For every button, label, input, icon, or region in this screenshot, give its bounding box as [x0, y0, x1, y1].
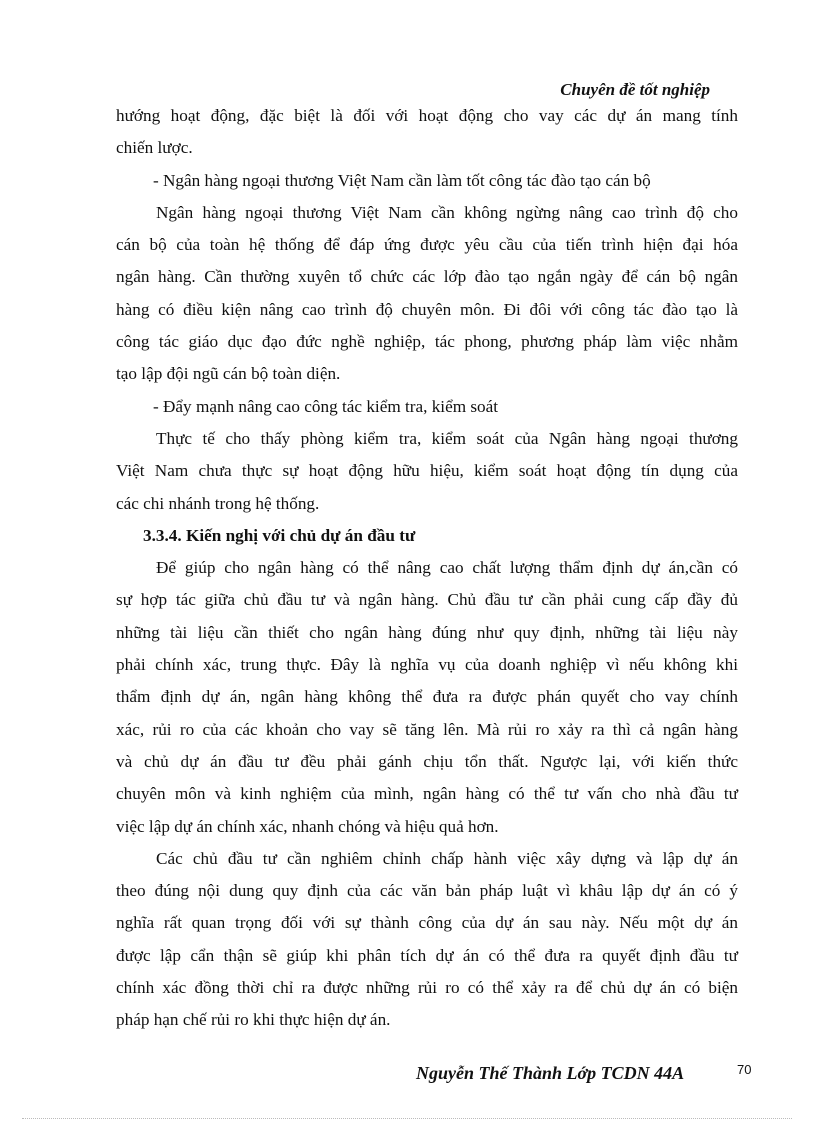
body-line: những tài liệu cần thiết cho ngân hàng đúng như quy định, những tài liệu này [116, 622, 738, 642]
body-line: sự hợp tác giữa chủ đầu tư và ngân hàng. Chủ đầu tư cần phải cung cấp đầy đủ [116, 590, 738, 610]
page-number: 70 [737, 1062, 752, 1077]
body-line: xác, rủi ro của các khoản cho vay sẽ tăng lên. Mà rủi ro xảy ra thì cả ngân hàng [116, 719, 738, 739]
body-line: pháp hạn chế rủi ro khi thực hiện dự án. [116, 1010, 391, 1030]
document-body [116, 100, 738, 1037]
bullet-heading: - Ngân hàng ngoại thương Việt Nam cần làm tốt công tác đào tạo cán bộ [153, 170, 651, 190]
body-line: và chủ dự án đầu tư đều phải gánh chịu tổn thất. Ngược lại, với kiến thức [116, 751, 738, 771]
body-line: hướng hoạt động, đặc biệt là đối với hoạt động cho vay các dự án mang tính [116, 106, 738, 125]
body-line: phải chính xác, trung thực. Đây là nghĩa vụ của doanh nghiệp vì nếu không khi [116, 655, 738, 675]
body-line: được lập cẩn thận sẽ giúp khi phân tích dự án có thể đưa ra quyết định đầu tư [116, 945, 738, 965]
body-line: công tác giáo dục đạo đức nghề nghiệp, tác phong, phương pháp làm việc nhằm [116, 332, 738, 352]
document-header-title: Chuyên đề tốt nghiệp [560, 80, 710, 99]
section-heading: 3.3.4. Kiến nghị với chủ dự án đầu tư [143, 525, 416, 545]
body-line: Việt Nam chưa thực sự hoạt động hữu hiệu, kiểm soát hoạt động tín dụng của [116, 461, 738, 481]
body-line: Để giúp cho ngân hàng có thể nâng cao chất lượng thẩm định dự án,cần có [156, 558, 738, 578]
body-line: nghĩa rất quan trọng đối với sự thành công của dự án sau này. Nếu một dự án [116, 913, 738, 933]
bullet-heading: - Đẩy mạnh nâng cao công tác kiểm tra, kiểm soát [153, 396, 499, 416]
body-line: chuyên môn và kinh nghiệm của mình, ngân hàng có thể tư vấn cho nhà đầu tư [116, 784, 738, 804]
body-line: tạo lập đội ngũ cán bộ toàn diện. [116, 364, 341, 384]
body-line: việc lập dự án chính xác, nhanh chóng và hiệu quả hơn. [116, 816, 499, 836]
body-line: Thực tế cho thấy phòng kiểm tra, kiểm soát của Ngân hàng ngoại thương [156, 428, 738, 448]
body-line: các chi nhánh trong hệ thống. [116, 493, 320, 513]
body-line: chiến lược. [116, 138, 193, 158]
body-line: ngân hàng. Cần thường xuyên tổ chức các lớp đào tạo ngắn ngày để cán bộ ngân [116, 267, 738, 287]
body-line: cán bộ của toàn hệ thống để đáp ứng được yêu cầu của tiến trình hiện đại hóa [116, 235, 738, 255]
body-line: Ngân hàng ngoại thương Việt Nam cần không ngừng nâng cao trình độ cho [156, 202, 738, 222]
page-bottom-divider [22, 1118, 792, 1119]
body-line: thẩm định dự án, ngân hàng không thể đưa ra được phán quyết cho vay chính [116, 687, 738, 707]
footer-author: Nguyễn Thế Thành Lớp TCDN 44A [416, 1063, 685, 1083]
body-line: theo đúng nội dung quy định của các văn bản pháp luật vì khâu lập dự án có ý [116, 881, 738, 901]
body-line: chính xác đồng thời chỉ ra được những rủi ro có thể xảy ra để chủ dự án có biện [116, 978, 738, 998]
body-line: Các chủ đầu tư cần nghiêm chỉnh chấp hành việc xây dựng và lập dự án [156, 848, 738, 868]
body-line: hàng có điều kiện nâng cao trình độ chuyên môn. Đi đôi với công tác đào tạo là [116, 299, 738, 319]
